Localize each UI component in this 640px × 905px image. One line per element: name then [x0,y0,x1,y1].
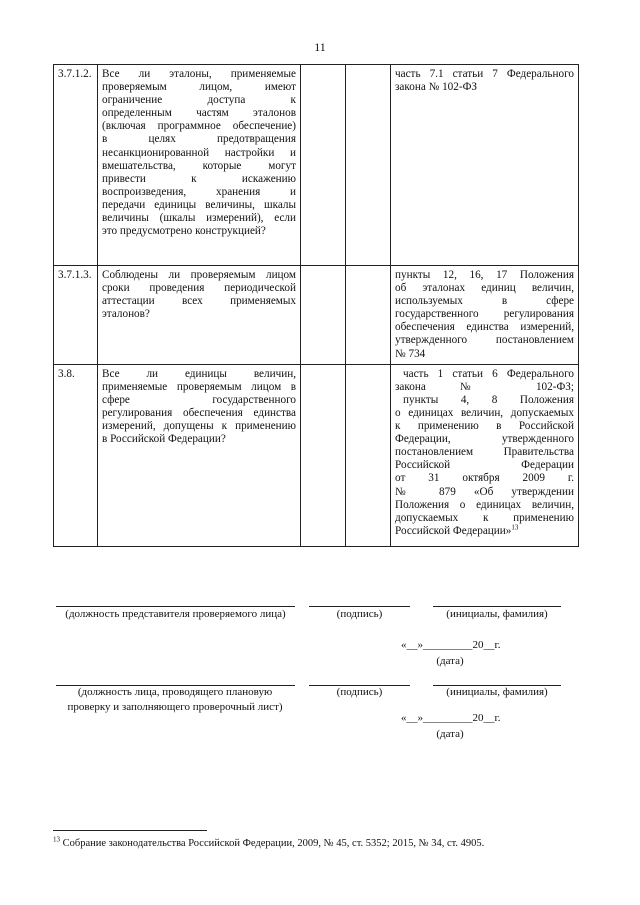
reference-line [395,381,574,394]
checklist-row [54,65,579,266]
reference-line-text: № 879 «Об утверждении [395,485,574,498]
reference-line [395,295,574,308]
question-line: проверяемым лицом, имеют [102,81,296,94]
position-caption-1: (должность представителя проверяемого лица) [65,608,286,620]
reference-line [395,321,574,334]
date-field-2: «__»_________20__г. [401,712,501,724]
question-cell [98,65,301,266]
checklist-table [53,64,579,547]
question-line: регулирования обеспечения единства [102,406,296,419]
footnote-rule [53,830,207,831]
reference-line [395,308,574,321]
item-number: 3.7.1.3. [54,266,98,365]
signature-caption-1: (подпись) [336,608,383,620]
question-line: определенным частям эталонов [102,107,296,120]
reference-line-text: пункты 4, 8 Положения [403,393,574,406]
question-line: (включая программное обеспечение) [102,120,296,133]
reference-line-text: постановлением Правительства [395,446,574,459]
question-line: вмешательства, которые могут [102,159,296,172]
question-line: измерений, допущены к применению [102,420,296,433]
reference-line [395,512,574,525]
reference-line [395,407,574,420]
reference-line-text: обеспечения единства измерений, [395,321,574,334]
question-line: сфере государственного [102,393,296,406]
checklist-row [54,364,579,546]
reference-line-text: Российской Федерации» [395,524,512,537]
reference-line [395,68,574,81]
reference-line [395,433,574,446]
question-line: в Российской Федерации? [102,433,226,446]
question-line: это предусмотрено конструкцией? [102,225,266,238]
question-line: величины (шкалы измерений), если [102,212,296,225]
checklist-row [54,266,579,365]
reference-line-text: № 734 [395,347,426,360]
reference-line [395,472,574,485]
checklist-rows [54,65,579,547]
answer-no-cell[interactable] [346,266,391,365]
reference-line [395,81,574,94]
footnote-text: Собрание законодательства Российской Федерации, 2009, № 45, ст. 5352; 2015, № 34, ст. 4905. [60,838,485,849]
reference-cell [391,65,579,266]
date-field-1: «__»_________20__г. [401,639,501,651]
footnote-reference-mark: 13 [511,523,519,532]
item-number: 3.7.1.2. [54,65,98,266]
reference-line-text: Положения о единицах величин, [395,498,574,511]
question-line: применяемые проверяемым лицом в [102,380,296,393]
reference-line-text: о единицах величин, допускаемых [395,406,574,419]
reference-line [395,446,574,459]
reference-line-text: от 31 октября 2009 г. [395,472,574,485]
question-line: ограничение доступа к [102,94,296,107]
reference-line [395,394,574,407]
reference-line-text: закона № 102-ФЗ; [395,380,574,393]
question-line: несанкционированной настройки и [102,146,296,159]
reference-line [395,282,574,295]
answer-yes-cell[interactable] [301,364,346,546]
reference-cell [391,266,579,365]
question-line: Все ли эталоны, применяемые [102,68,296,80]
question-line: передачи единицы величины, шкалы [102,198,296,211]
item-number: 3.8. [54,364,98,546]
footnote [53,835,485,849]
question-line: сроки проведения периодической [102,282,296,295]
answer-yes-cell[interactable] [301,266,346,365]
answer-no-cell[interactable] [346,65,391,266]
page-number: 11 [314,40,326,54]
reference-line-text: Российской Федерации [395,459,574,472]
question-line: воспроизведения, хранения и [102,185,296,198]
answer-yes-cell[interactable] [301,65,346,266]
reference-line [395,334,574,347]
question-line: аттестации всех применяемых [102,295,296,308]
name-caption-1: (инициалы, фамилия) [446,608,548,620]
answer-no-cell[interactable] [346,364,391,546]
reference-line [395,420,574,433]
reference-line-text: к применению в Российской [395,420,574,433]
reference-line-text: допускаемых к применению [395,511,574,524]
date-caption-2: (дата) [436,728,464,740]
question-cell [98,364,301,546]
question-line: Все ли единицы величин, [102,367,296,380]
question-line: Соблюдены ли проверяемым лицом [102,269,296,281]
date-caption-1: (дата) [436,655,464,667]
reference-line [395,269,574,282]
reference-line [395,499,574,512]
reference-line [395,459,574,472]
reference-cell [391,364,579,546]
reference-line [395,486,574,499]
reference-line-text: часть 7.1 статьи 7 Федерального [395,68,574,80]
reference-line-text: об эталонах единиц величин, [395,282,574,295]
question-line: в целях предотвращения [102,133,296,146]
question-cell [98,266,301,365]
reference-line-text: утвержденного постановлением [395,334,574,347]
question-line: привести к искажению [102,172,296,185]
signature-caption-2: (подпись) [336,686,383,698]
position-caption-2: (должность лица, проводящего плановую проверку и заполняющего проверочный лист) [67,686,283,713]
reference-line [395,525,574,538]
reference-line-text: часть 1 статьи 6 Федерального [403,367,574,380]
question-line: эталонов? [102,308,150,321]
reference-line-text: пункты 12, 16, 17 Положения [395,269,574,281]
reference-line-text: используемых в сфере [395,295,574,308]
name-caption-2: (инициалы, фамилия) [446,686,548,698]
footnote-mark: 13 [53,835,60,844]
reference-line-text: закона № 102-ФЗ [395,81,478,94]
reference-line [395,368,574,381]
reference-line-text: Федерации, утвержденного [395,433,574,446]
reference-line-text: государственного регулирования [395,308,574,321]
reference-line [395,348,574,361]
